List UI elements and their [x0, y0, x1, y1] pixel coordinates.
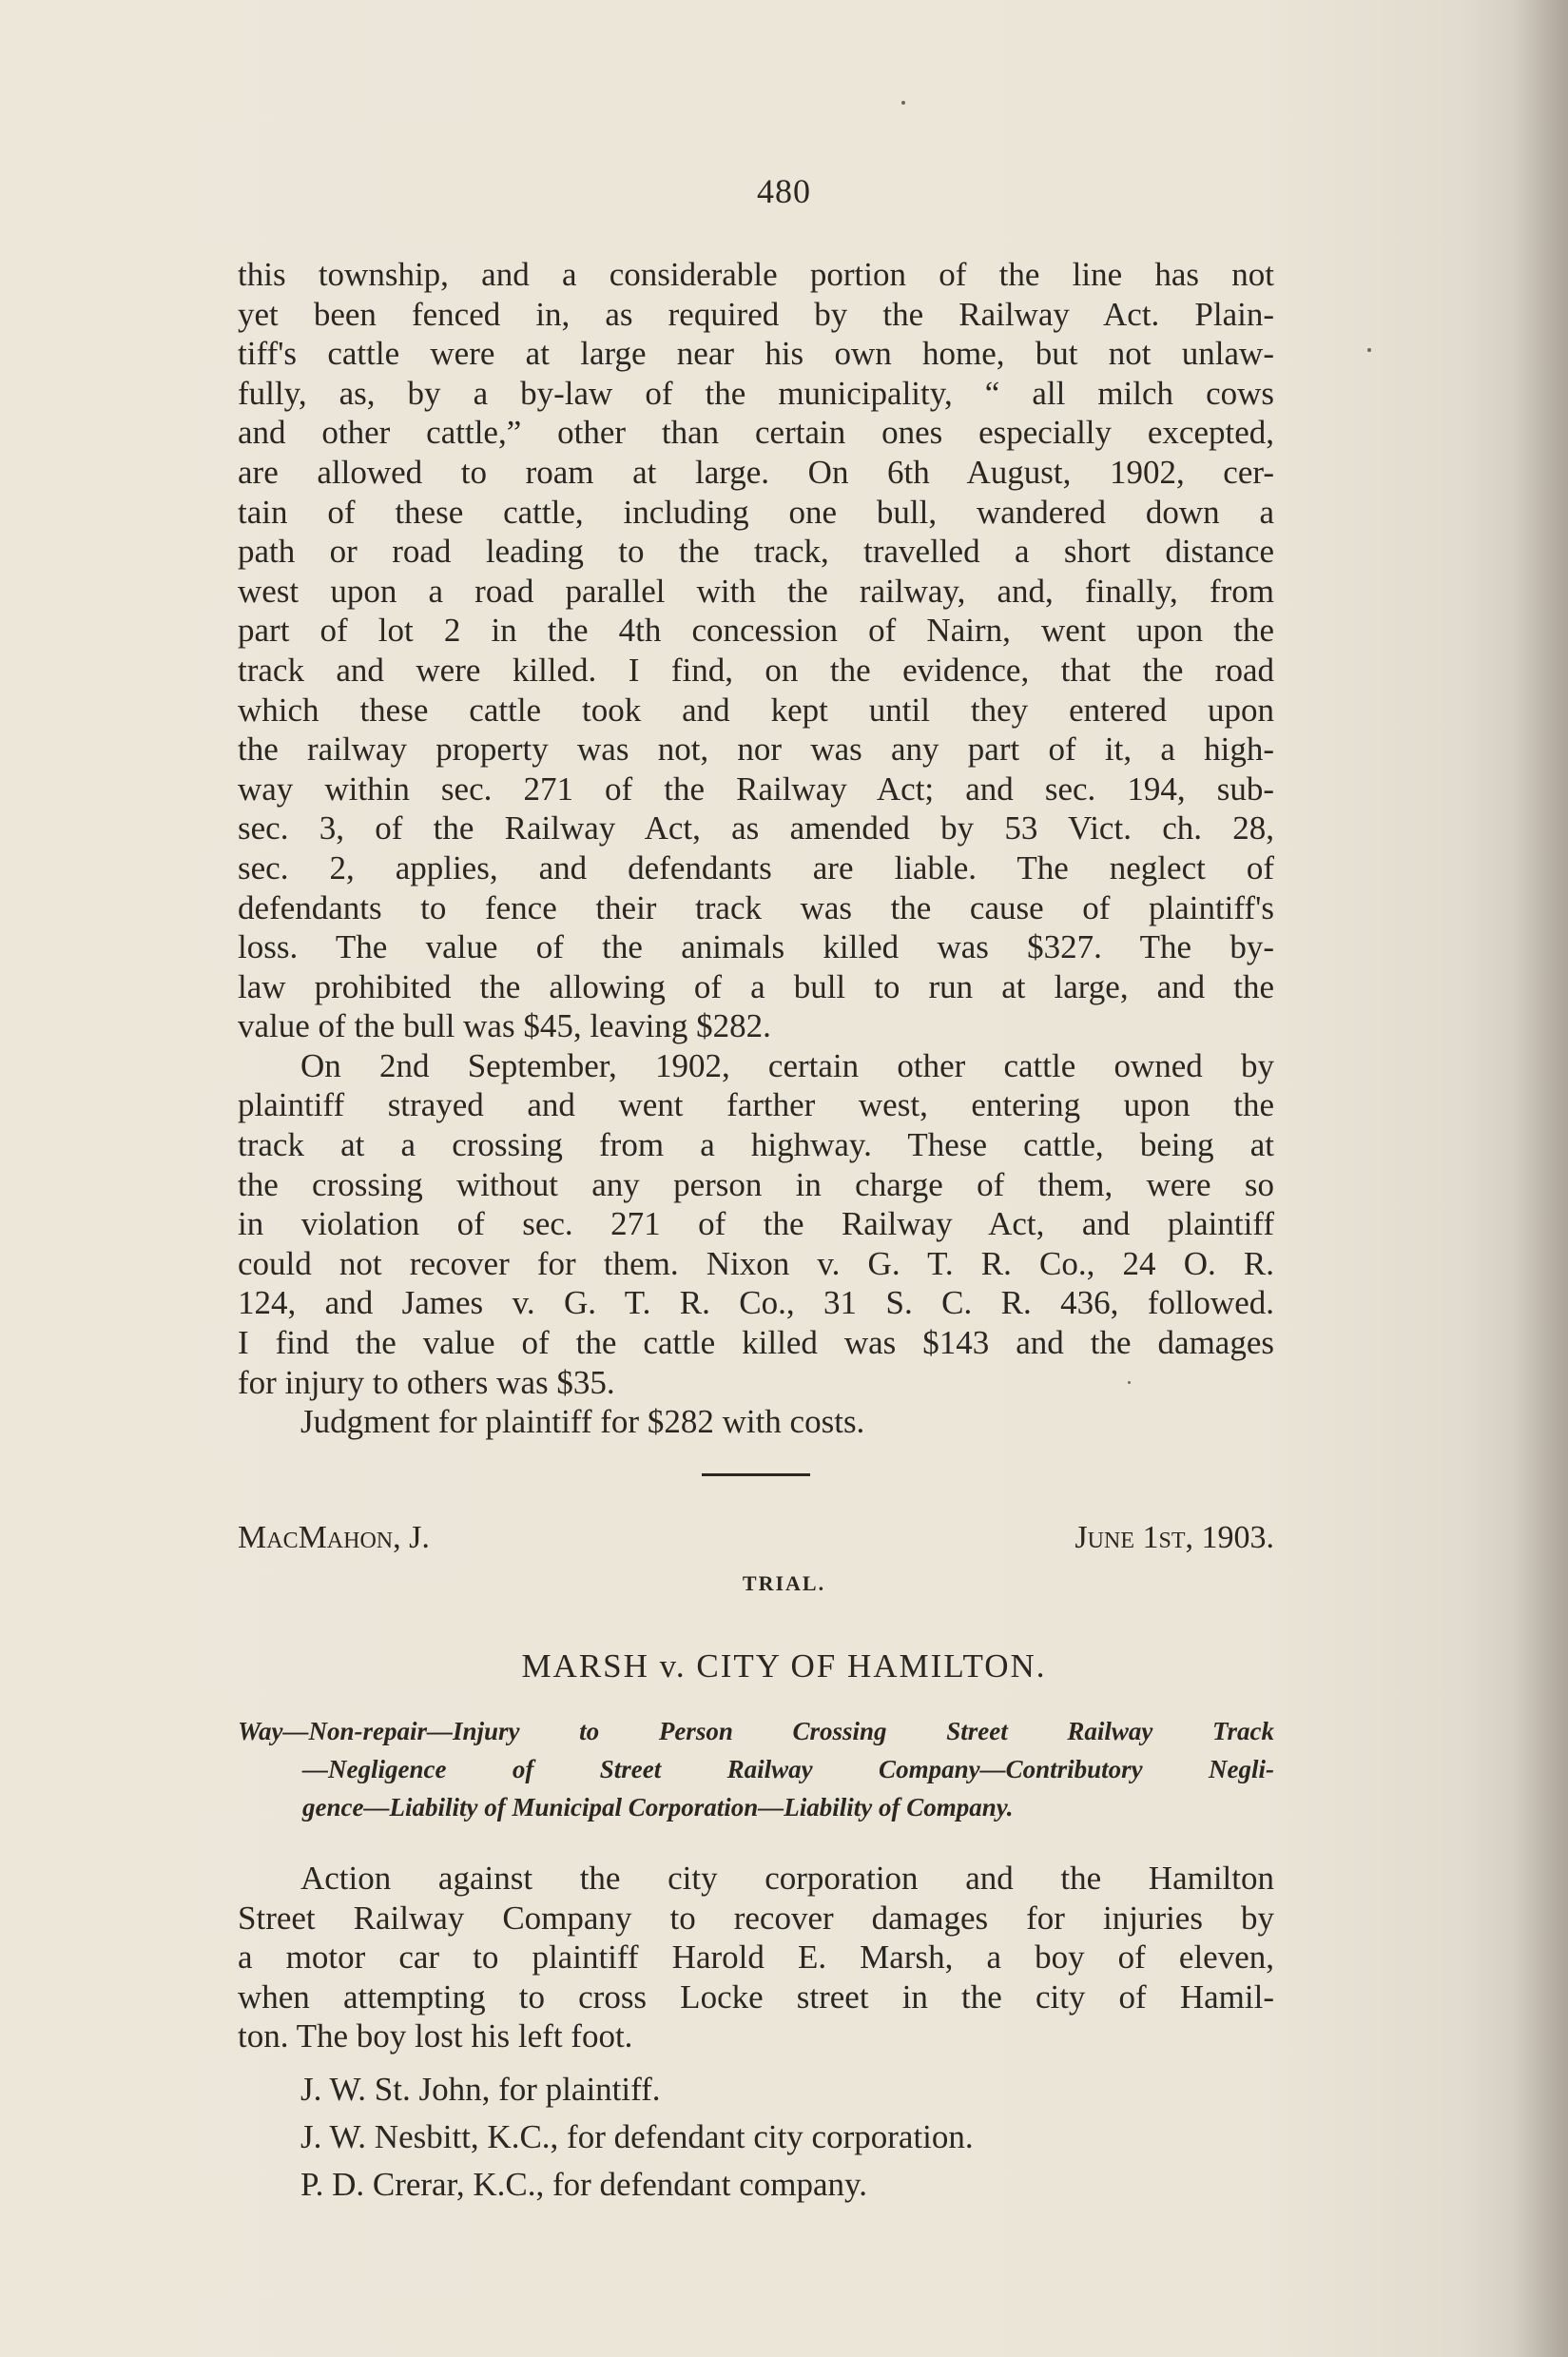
text-line: are allowed to roam at large. On 6th August, 1902, cer-: [238, 453, 1274, 491]
page-edge-shadow: [1511, 0, 1568, 2357]
paper-speck: [901, 101, 905, 105]
text-line: the crossing without any person in charge of them, were so: [238, 1165, 1274, 1203]
text-line: value of the bull was $45, leaving $282.: [238, 1007, 771, 1045]
text-line: fully, as, by a by-law of the municipality, “ all milch cows: [238, 374, 1274, 412]
text-line: part of lot 2 in the 4th concession of Nairn, went upon the: [238, 612, 1274, 650]
text-line: and other cattle,” other than certain ones especially excepted,: [238, 414, 1274, 452]
text-line: tain of these cattle, including one bull, wandered down a: [238, 493, 1274, 531]
trial-label: TRIAL.: [742, 1571, 826, 1595]
headnote-line: Way—Non-repair—Injury to Person Crossing Street Railway Track: [238, 1717, 1274, 1745]
text-line: this township, and a considerable portion of the line has not: [238, 256, 1274, 293]
text-line: sec. 3, of the Railway Act, as amended by 53 Vict. ch. 28,: [238, 809, 1274, 847]
action-line: when attempting to cross Locke street in the city of Hamil-: [238, 1977, 1274, 2016]
text-line: yet been fenced in, as required by the Railway Act. Plain-: [238, 295, 1274, 333]
text-line: sec. 2, applies, and defendants are liable. The neglect of: [238, 848, 1274, 886]
page-number: 480: [757, 172, 811, 210]
headnote: [238, 1712, 1274, 1826]
action-line: Street Railway Company to recover damages for injuries by: [238, 1899, 1274, 1937]
text-line: On 2nd September, 1902, certain other cattle owned by: [300, 1046, 1274, 1084]
judge-name: MacMahon, J.: [238, 1520, 430, 1555]
text-line: west upon a road parallel with the railway, and, finally, from: [238, 572, 1274, 610]
action-summary: [238, 1859, 1274, 2056]
counsel-company: P. D. Crerar, K.C., for defendant company.: [300, 2166, 868, 2203]
text-line: in violation of sec. 271 of the Railway Act, and plaintiff: [238, 1205, 1274, 1243]
judgment-line: Judgment for plaintiff for $282 with costs.: [300, 1403, 865, 1441]
action-line: ton. The boy lost his left foot.: [238, 2017, 633, 2055]
headnote-line: —Negligence of Street Railway Company—Contributory Negli-: [302, 1755, 1274, 1783]
text-line: could not recover for them. Nixon v. G. T. R. Co., 24 O. R.: [238, 1244, 1274, 1282]
text-line: loss. The value of the animals killed was $327. The by-: [238, 928, 1274, 966]
opinion-text: [238, 255, 1274, 1442]
text-line: way within sec. 271 of the Railway Act; and sec. 194, sub-: [238, 769, 1274, 808]
text-line: I find the value of the cattle killed was $143 and the damages: [238, 1324, 1274, 1362]
text-line: path or road leading to the track, travelled a short distance: [238, 533, 1274, 571]
counsel-city: J. W. Nesbitt, K.C., for defendant city corporation.: [300, 2118, 974, 2155]
text-line: the railway property was not, nor was any part of it, a high-: [238, 730, 1274, 769]
section-divider: [702, 1473, 810, 1476]
case-title: MARSH v. CITY OF HAMILTON.: [521, 1647, 1047, 1685]
judgment-date: June 1st, 1903.: [1074, 1520, 1274, 1555]
paper-speck: [1367, 348, 1371, 352]
text-line: law prohibited the allowing of a bull to run at large, and the: [238, 967, 1274, 1005]
text-line: track at a crossing from a highway. These cattle, being at: [238, 1126, 1274, 1164]
text-line: tiff's cattle were at large near his own home, but not unlaw-: [238, 335, 1274, 373]
headnote-line: gence—Liability of Municipal Corporation—Liability of Company.: [302, 1793, 1014, 1821]
text-line: defendants to fence their track was the cause of plaintiff's: [238, 888, 1274, 926]
action-line: a motor car to plaintiff Harold E. Marsh, a boy of eleven,: [238, 1938, 1274, 1977]
text-line: 124, and James v. G. T. R. Co., 31 S. C. R. 436, followed.: [238, 1284, 1274, 1322]
text-line: track and were killed. I find, on the evidence, that the road: [238, 651, 1274, 689]
paper-speck: [1128, 1381, 1131, 1384]
judge-header: [238, 1520, 1274, 1556]
counsel-plaintiff: J. W. St. John, for plaintiff.: [300, 2071, 661, 2108]
action-line: Action against the city corporation and the Hamilton: [300, 1860, 1274, 1897]
text-line: which these cattle took and kept until they entered upon: [238, 691, 1274, 729]
text-line: plaintiff strayed and went farther west, entering upon the: [238, 1086, 1274, 1124]
text-line: for injury to others was $35.: [238, 1363, 615, 1401]
